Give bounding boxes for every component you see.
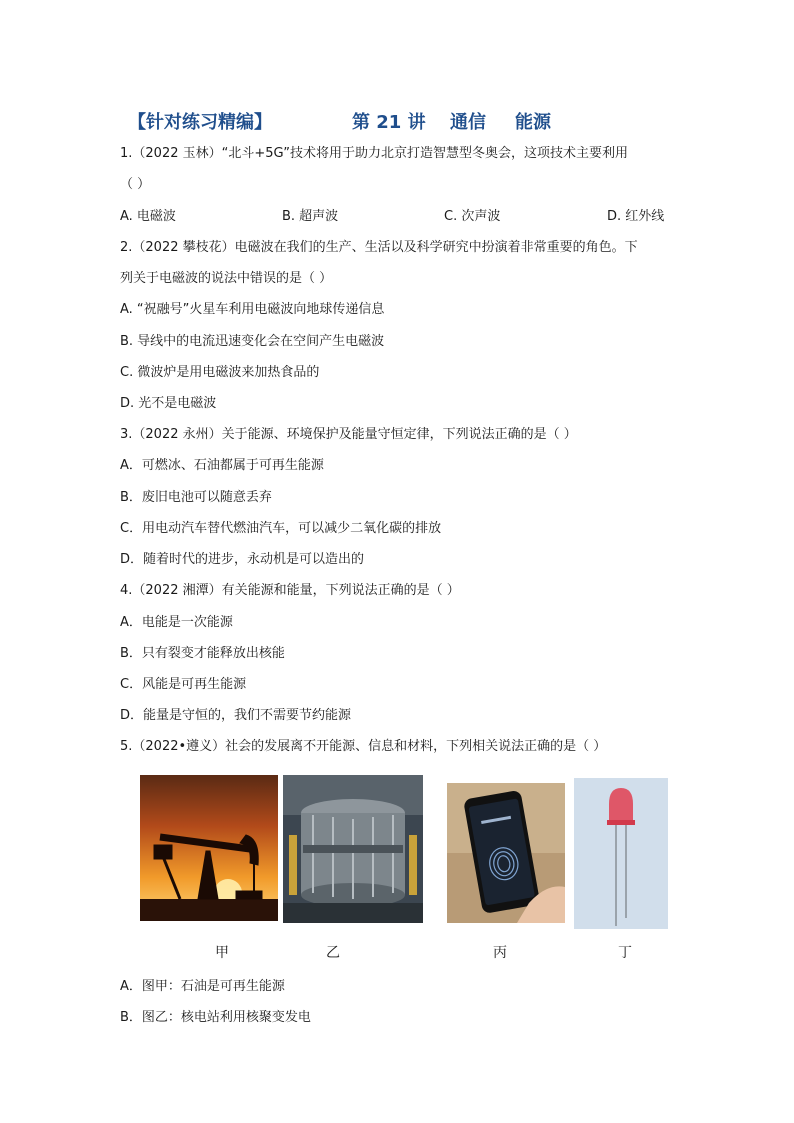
question-1-stem-line-2: （ ） <box>120 177 151 192</box>
page-title <box>128 108 688 132</box>
title-topic-energy: 能源 <box>515 112 551 133</box>
question-3-option-a: A．可燃冰、石油都属于可再生能源 <box>120 458 324 473</box>
question-2-stem-line-2: 列关于电磁波的说法中错误的是（ ） <box>120 271 333 286</box>
caption-bing: 丙 <box>493 945 507 961</box>
question-3-option-d: D．随着时代的进步，永动机是可以造出的 <box>120 552 365 567</box>
question-4-option-c: C．风能是可再生能源 <box>120 677 247 692</box>
title-tag: 【针对练习精编】 <box>128 112 272 133</box>
caption-yi: 乙 <box>326 945 340 961</box>
led-diode-photo <box>574 778 668 929</box>
question-5-option-a: A．图甲：石油是可再生能源 <box>120 979 285 994</box>
question-2-option-a: A. “祝融号”火星车利用电磁波向地球传递信息 <box>120 302 385 317</box>
question-2-option-b: B. 导线中的电流迅速变化会在空间产生电磁波 <box>120 334 385 349</box>
question-1-option-d: D. 红外线 <box>607 209 665 224</box>
question-5-option-b: B．图乙：核电站利用核聚变发电 <box>120 1010 311 1025</box>
title-lecture: 第 21 讲 <box>352 112 426 133</box>
question-1-option-b: B. 超声波 <box>282 209 339 224</box>
question-5-stem: 5.（2022•遵义）社会的发展离不开能源、信息和材料，下列相关说法正确的是（ ） <box>120 739 607 754</box>
question-3-stem: 3.（2022 永州）关于能源、环境保护及能量守恒定律，下列说法正确的是（ ） <box>120 427 577 442</box>
question-3-option-c: C．用电动汽车替代燃油汽车，可以减少二氧化碳的排放 <box>120 521 442 536</box>
question-2-option-d: D. 光不是电磁波 <box>120 396 217 411</box>
question-2-option-c: C. 微波炉是用电磁波来加热食品的 <box>120 365 320 380</box>
fusion-reactor-photo <box>283 775 423 923</box>
question-2-stem-line-1: 2.（2022 攀枝花）电磁波在我们的生产、生活以及科学研究中扮演着非常重要的角色。下 <box>120 240 638 255</box>
question-4-stem: 4.（2022 湘潭）有关能源和能量，下列说法正确的是（ ） <box>120 583 460 598</box>
question-4-option-d: D．能量是守恒的，我们不需要节约能源 <box>120 708 352 723</box>
caption-jia: 甲 <box>215 945 229 961</box>
smartphone-fingerprint-photo <box>447 783 565 923</box>
question-4-option-a: A．电能是一次能源 <box>120 615 233 630</box>
question-3-option-b: B．废旧电池可以随意丢弃 <box>120 490 272 505</box>
question-4-option-b: B．只有裂变才能释放出核能 <box>120 646 285 661</box>
question-1-option-a: A. 电磁波 <box>120 209 176 224</box>
caption-ding: 丁 <box>618 945 632 961</box>
title-topic-communication: 通信 <box>450 112 486 133</box>
oil-pump-sunset-photo <box>140 775 278 921</box>
question-1-stem-line-1: 1.（2022 玉林）“北斗+5G”技术将用于助力北京打造智慧型冬奥会，这项技术主要利用 <box>120 146 629 161</box>
question-1-option-c: C. 次声波 <box>444 209 501 224</box>
